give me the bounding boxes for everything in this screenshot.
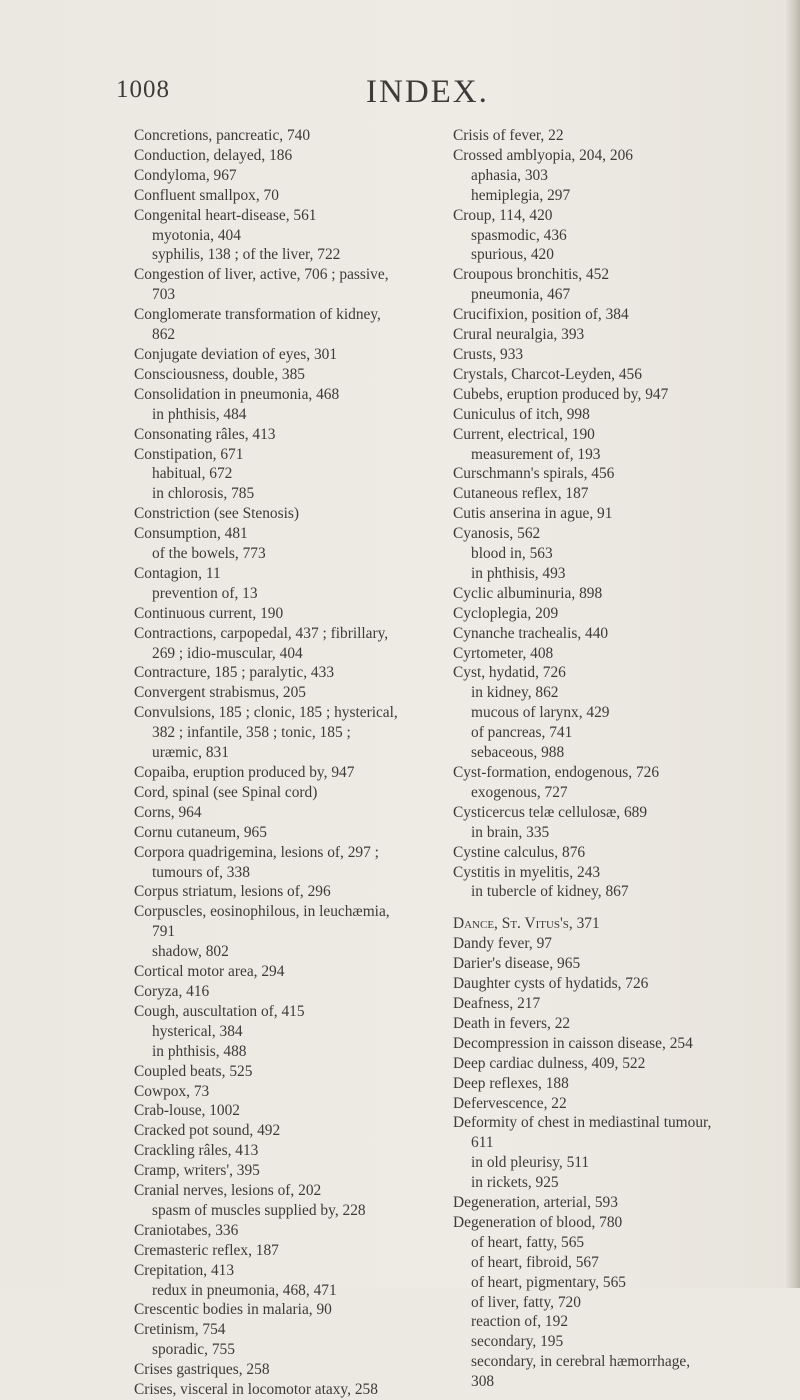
index-entry: Cranial nerves, lesions of, 202 — [134, 1182, 322, 1200]
index-subentry: pneumonia, 467 — [471, 286, 571, 304]
index-entry: Crystals, Charcot-Leyden, 456 — [453, 365, 642, 383]
index-subentry: 791 — [152, 923, 176, 941]
index-entry: Current, electrical, 190 — [453, 425, 595, 443]
page-number: 1008 — [116, 76, 170, 103]
index-entry: Degeneration, arterial, 593 — [453, 1194, 618, 1212]
page-edge — [786, 0, 800, 1288]
index-entry: Constipation, 671 — [134, 445, 244, 463]
index-entry: Decompression in caisson disease, 254 — [453, 1034, 693, 1052]
index-entry: Congenital heart-disease, 561 — [134, 206, 317, 224]
index-entry: Cortical motor area, 294 — [134, 963, 285, 981]
index-entry: Crossed amblyopia, 204, 206 — [453, 146, 633, 164]
index-entry: Cracked pot sound, 492 — [134, 1122, 281, 1140]
index-entry: Crescentic bodies in malaria, 90 — [134, 1301, 332, 1319]
index-subentry: hemiplegia, 297 — [471, 186, 571, 204]
index-entry: Cremasteric reflex, 187 — [134, 1241, 279, 1259]
index-subentry: of heart, fatty, 565 — [471, 1233, 585, 1251]
index-entry: Deafness, 217 — [453, 994, 541, 1012]
index-entry: Cuniculus of itch, 998 — [453, 405, 590, 423]
index-subentry: of heart, fibroid, 567 — [471, 1253, 599, 1271]
index-entry: Death in fevers, 22 — [453, 1014, 571, 1032]
index-entry: Continuous current, 190 — [134, 604, 284, 622]
index-subentry: 382 ; infantile, 358 ; tonic, 185 ; — [152, 724, 351, 742]
index-entry: Cord, spinal (see Spinal cord) — [134, 783, 318, 801]
index-entry: Convulsions, 185 ; clonic, 185 ; hysterical, — [134, 704, 398, 722]
index-entry: Cyrtometer, 408 — [453, 644, 554, 662]
index-subentry: prevention of, 13 — [152, 584, 258, 602]
index-entry: Crises gastriques, 258 — [134, 1361, 270, 1379]
index-entry: Daughter cysts of hydatids, 726 — [453, 975, 649, 993]
index-subentry: shadow, 802 — [152, 943, 229, 961]
index-subentry: secondary, in cerebral hæmorrhage, — [471, 1353, 691, 1371]
index-entry: Contracture, 185 ; paralytic, 433 — [134, 664, 335, 682]
index-entry: Crusts, 933 — [453, 345, 524, 363]
index-subentry: spasm of muscles supplied by, 228 — [152, 1201, 366, 1219]
index-entry: Crural neuralgia, 393 — [453, 326, 585, 344]
index-entry: Degeneration of blood, 780 — [453, 1213, 623, 1231]
index-entry: Cyanosis, 562 — [453, 525, 541, 543]
index-subentry: spurious, 420 — [471, 246, 554, 264]
index-entry: Cretinism, 754 — [134, 1321, 226, 1339]
index-subentry: sporadic, 755 — [152, 1341, 235, 1359]
index-entry: Conduction, delayed, 186 — [134, 146, 293, 164]
index-subentry: aphasia, 303 — [471, 166, 548, 184]
index-subentry: 269 ; idio-muscular, 404 — [152, 644, 303, 662]
right-index-column — [453, 126, 793, 1392]
page-header — [0, 74, 800, 110]
index-entry: Conglomerate transformation of kidney, — [134, 306, 381, 324]
index-entry: Cyclic albuminuria, 898 — [453, 584, 603, 602]
index-subentry: of pancreas, 741 — [471, 724, 573, 742]
index-entry: Croup, 114, 420 — [453, 206, 553, 224]
index-entry: Constriction (see Stenosis) — [134, 505, 300, 523]
index-entry: Condyloma, 967 — [134, 166, 237, 184]
index-entry: Corpuscles, eosinophilous, in leuchæmia, — [134, 903, 390, 921]
index-entry: Contagion, 11 — [134, 564, 221, 582]
index-subentry: measurement of, 193 — [471, 445, 601, 463]
index-subentry: in tubercle of kidney, 867 — [471, 883, 629, 901]
index-subentry: hysterical, 384 — [152, 1022, 243, 1040]
index-entry: Crucifixion, position of, 384 — [453, 306, 629, 324]
index-subentry: spasmodic, 436 — [471, 226, 567, 244]
index-entry: Dandy fever, 97 — [453, 935, 552, 953]
index-subentry: exogenous, 727 — [471, 783, 568, 801]
index-entry: Cyst, hydatid, 726 — [453, 664, 566, 682]
section-first-entry: Dance, St. Vitus's, 371 — [453, 915, 600, 933]
index-entry: Conjugate deviation of eyes, 301 — [134, 345, 338, 363]
index-subentry: habitual, 672 — [152, 465, 233, 483]
index-entry: Cutis anserina in ague, 91 — [453, 505, 613, 523]
index-subentry: 703 — [152, 286, 176, 304]
index-subentry: sebaceous, 988 — [471, 744, 565, 762]
index-subentry: of the bowels, 773 — [152, 545, 266, 563]
index-entry: Contractions, carpopedal, 437 ; fibrillary, — [134, 624, 389, 642]
index-entry: Deep reflexes, 188 — [453, 1074, 569, 1092]
index-subentry: secondary, 195 — [471, 1333, 564, 1351]
index-entry: Croupous bronchitis, 452 — [453, 266, 610, 284]
index-entry: Cowpox, 73 — [134, 1082, 210, 1100]
index-entry: Crackling râles, 413 — [134, 1142, 259, 1160]
index-entry: Confluent smallpox, 70 — [134, 186, 279, 204]
index-entry: Consciousness, double, 385 — [134, 365, 306, 383]
index-subentry: redux in pneumonia, 468, 471 — [152, 1281, 337, 1299]
index-subentry: tumours of, 338 — [152, 863, 250, 881]
index-entry: Darier's disease, 965 — [453, 955, 581, 973]
index-entry: Cubebs, eruption produced by, 947 — [453, 385, 669, 403]
index-entry: Crab-louse, 1002 — [134, 1102, 241, 1120]
index-entry: Corns, 964 — [134, 803, 202, 821]
index-entry: Cornu cutaneum, 965 — [134, 823, 267, 841]
index-entry: Defervescence, 22 — [453, 1094, 567, 1112]
index-subentry: in old pleurisy, 511 — [471, 1154, 590, 1172]
index-subentry: reaction of, 192 — [471, 1313, 569, 1331]
index-subentry: in chlorosis, 785 — [152, 485, 255, 503]
index-entry: Concretions, pancreatic, 740 — [134, 127, 311, 144]
index-subentry: of heart, pigmentary, 565 — [471, 1273, 626, 1291]
index-subentry: 862 — [152, 326, 176, 344]
index-entry: Curschmann's spirals, 456 — [453, 465, 615, 483]
index-entry: Cynanche trachealis, 440 — [453, 624, 609, 642]
index-entry: Coryza, 416 — [134, 982, 210, 1000]
index-subentry: in kidney, 862 — [471, 684, 559, 702]
index-entry: Cutaneous reflex, 187 — [453, 485, 589, 503]
index-subentry: in rickets, 925 — [471, 1174, 559, 1192]
index-entry: Congestion of liver, active, 706 ; passive, — [134, 266, 389, 284]
index-entry: Cystine calculus, 876 — [453, 843, 586, 861]
index-entry: Crises, visceral in locomotor ataxy, 258 — [134, 1381, 378, 1399]
index-entry: Cysticercus telæ cellulosæ, 689 — [453, 803, 648, 821]
index-entry: Deformity of chest in mediastinal tumour, — [453, 1114, 712, 1132]
index-entry: Cyst-formation, endogenous, 726 — [453, 764, 660, 781]
index-subentry: mucous of larynx, 429 — [471, 704, 610, 722]
index-entry: Consumption, 481 — [134, 525, 248, 543]
index-entry: Crisis of fever, 22 — [453, 127, 564, 144]
index-entry: Corpora quadrigemina, lesions of, 297 ; — [134, 843, 379, 861]
index-subentry: syphilis, 138 ; of the liver, 722 — [152, 246, 341, 264]
index-entry: Corpus striatum, lesions of, 296 — [134, 883, 331, 901]
index-subentry: uræmic, 831 — [152, 744, 229, 762]
index-subentry: myotonia, 404 — [152, 226, 241, 244]
index-entry: Crepitation, 413 — [134, 1261, 235, 1279]
index-entry: Cramp, writers', 395 — [134, 1162, 260, 1180]
index-entry: Coupled beats, 525 — [134, 1062, 253, 1080]
index-entry: Cycloplegia, 209 — [453, 604, 559, 622]
index-subentry: in phthisis, 484 — [152, 405, 247, 423]
index-entry: Deep cardiac dulness, 409, 522 — [453, 1054, 646, 1072]
index-entry: Consolidation in pneumonia, 468 — [134, 385, 340, 403]
index-subentry: in phthisis, 488 — [152, 1042, 247, 1060]
index-subentry: of liver, fatty, 720 — [471, 1293, 581, 1311]
section-spacer — [453, 902, 793, 914]
index-entry: Cystitis in myelitis, 243 — [453, 863, 601, 881]
index-entry: Copaiba, eruption produced by, 947 — [134, 764, 355, 781]
left-index-column — [134, 126, 452, 1400]
index-subentry: 611 — [471, 1134, 494, 1152]
index-subentry: in phthisis, 493 — [471, 564, 566, 582]
page-title: INDEX. — [366, 74, 489, 110]
index-entry: Cough, auscultation of, 415 — [134, 1002, 305, 1020]
index-subentry: in brain, 335 — [471, 823, 550, 841]
index-entry: Consonating râles, 413 — [134, 425, 276, 443]
index-entry: Craniotabes, 336 — [134, 1221, 239, 1239]
index-entry: Convergent strabismus, 205 — [134, 684, 306, 702]
index-subentry: 308 — [471, 1373, 495, 1391]
index-subentry: blood in, 563 — [471, 545, 553, 563]
